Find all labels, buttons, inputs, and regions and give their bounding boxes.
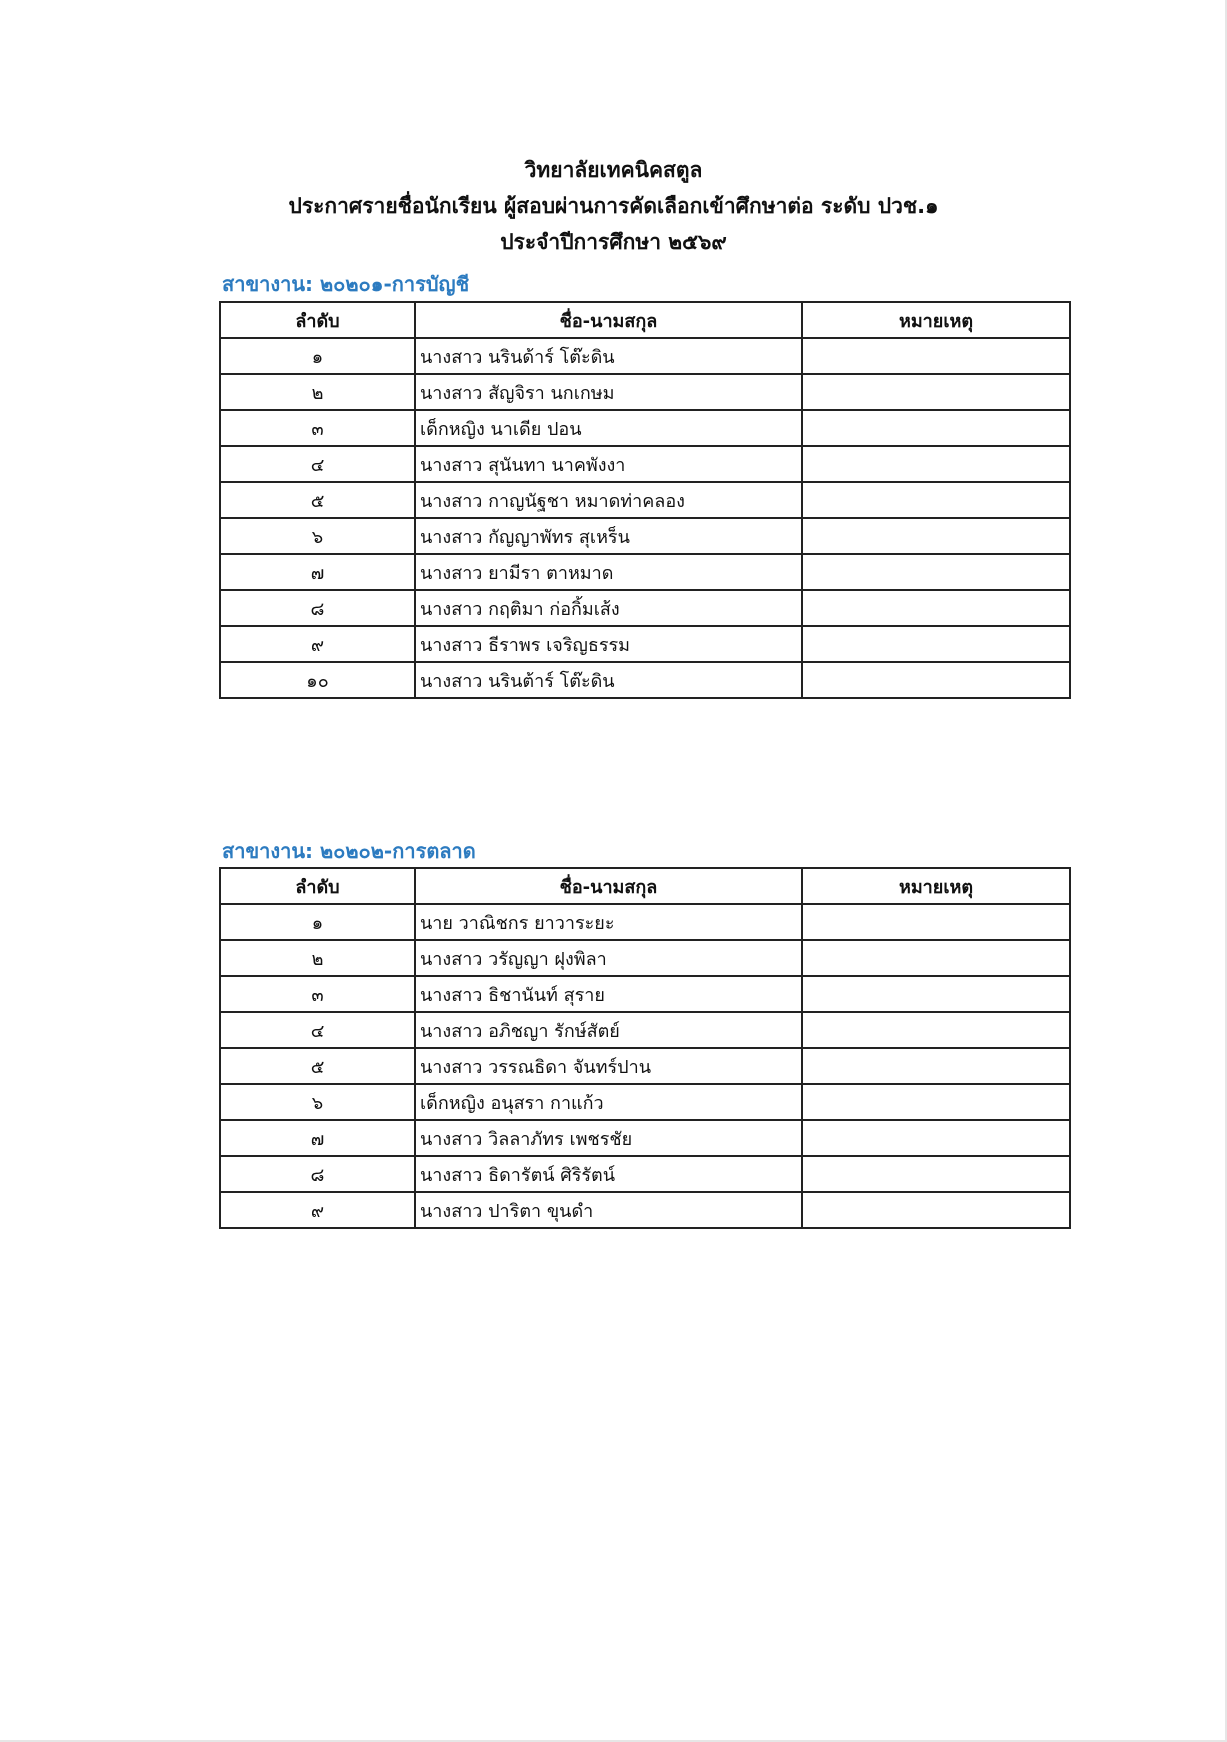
row-remark: [802, 976, 1070, 1012]
row-remark: [802, 518, 1070, 554]
section-label-marketing: สาขางาน: ๒๐๒๐๒-การตลาด: [222, 839, 476, 863]
student-name: นางสาว นรินต้าร์ โต๊ะดิน: [415, 662, 802, 698]
table-row: [220, 1156, 1070, 1192]
table-row: [220, 374, 1070, 410]
student-name: นางสาว อภิชญา รักษ์สัตย์: [415, 1012, 802, 1048]
student-name: นางสาว กฤติมา ก่อกิ้มเส้ง: [415, 590, 802, 626]
row-number: ๕: [220, 482, 415, 518]
document-header: [0, 152, 1227, 260]
table-row: [220, 554, 1070, 590]
column-header-remark: หมายเหตุ: [802, 868, 1070, 904]
row-remark: [802, 482, 1070, 518]
row-remark: [802, 338, 1070, 374]
row-number: ๖: [220, 1084, 415, 1120]
row-remark: [802, 410, 1070, 446]
row-remark: [802, 1120, 1070, 1156]
row-number: ๑๐: [220, 662, 415, 698]
college-name: วิทยาลัยเทคนิคสตูล: [524, 158, 703, 182]
row-number: ๑: [220, 338, 415, 374]
table-row: [220, 1192, 1070, 1228]
roster-table-marketing: [219, 867, 1071, 1229]
roster-table-accounting: [219, 301, 1071, 699]
table-row: [220, 626, 1070, 662]
table-row: [220, 1048, 1070, 1084]
row-number: ๖: [220, 518, 415, 554]
student-name: นางสาว วรัญญา ฝุงพิลา: [415, 940, 802, 976]
table-row: [220, 1120, 1070, 1156]
table-row: [220, 940, 1070, 976]
row-number: ๓: [220, 410, 415, 446]
row-number: ๔: [220, 446, 415, 482]
row-number: ๕: [220, 1048, 415, 1084]
row-number: ๘: [220, 1156, 415, 1192]
row-remark: [802, 1192, 1070, 1228]
student-name: นางสาว ธีราพร เจริญธรรม: [415, 626, 802, 662]
student-name: นางสาว สัญจิรา นกเกษม: [415, 374, 802, 410]
row-remark: [802, 940, 1070, 976]
row-number: ๗: [220, 1120, 415, 1156]
table-row: [220, 1012, 1070, 1048]
student-name: นางสาว กาญนัฐชา หมาดท่าคลอง: [415, 482, 802, 518]
table-row: [220, 338, 1070, 374]
row-remark: [802, 904, 1070, 940]
row-remark: [802, 554, 1070, 590]
student-name: เด็กหญิง นาเดีย ปอน: [415, 410, 802, 446]
row-remark: [802, 374, 1070, 410]
column-header-remark: หมายเหตุ: [802, 302, 1070, 338]
row-number: ๙: [220, 1192, 415, 1228]
column-header-order: ลำดับ: [220, 302, 415, 338]
student-name: นางสาว นรินด้าร์ โต๊ะดิน: [415, 338, 802, 374]
row-remark: [802, 1156, 1070, 1192]
column-header-name: ชื่อ-นามสกุล: [415, 302, 802, 338]
table-header-row: [220, 302, 1070, 338]
student-name: นางสาว ยามีรา ตาหมาด: [415, 554, 802, 590]
table-row: [220, 518, 1070, 554]
table-row: [220, 410, 1070, 446]
student-name: นางสาว สุนันทา นาคพังงา: [415, 446, 802, 482]
table-header-row: [220, 868, 1070, 904]
table-body: [220, 904, 1070, 1228]
column-header-order: ลำดับ: [220, 868, 415, 904]
student-name: นางสาว ธิชานันท์ สุราย: [415, 976, 802, 1012]
row-number: ๑: [220, 904, 415, 940]
announcement-title: ประกาศรายชื่อนักเรียน ผู้สอบผ่านการคัดเลือกเข้าศึกษาต่อ ระดับ ปวช.๑: [288, 194, 939, 218]
row-remark: [802, 590, 1070, 626]
row-number: ๒: [220, 374, 415, 410]
student-name: นาย วาณิชกร ยาวาระยะ: [415, 904, 802, 940]
student-name: เด็กหญิง อนุสรา กาแก้ว: [415, 1084, 802, 1120]
row-remark: [802, 1084, 1070, 1120]
table-body: [220, 338, 1070, 698]
row-number: ๒: [220, 940, 415, 976]
row-number: ๔: [220, 1012, 415, 1048]
table-row: [220, 976, 1070, 1012]
table-row: [220, 1084, 1070, 1120]
column-header-name: ชื่อ-นามสกุล: [415, 868, 802, 904]
student-name: นางสาว ธิดารัตน์ ศิริรัตน์: [415, 1156, 802, 1192]
section-label-accounting: สาขางาน: ๒๐๒๐๑-การบัญชี: [222, 272, 470, 296]
student-name: นางสาว วรรณธิดา จันทร์ปาน: [415, 1048, 802, 1084]
table-row: [220, 482, 1070, 518]
student-name: นางสาว วิลลาภัทร เพชรชัย: [415, 1120, 802, 1156]
student-name: นางสาว กัญญาพัทร สุเหร็น: [415, 518, 802, 554]
table-row: [220, 446, 1070, 482]
row-remark: [802, 446, 1070, 482]
row-number: ๗: [220, 554, 415, 590]
academic-year: ประจำปีการศึกษา ๒๕๖๙: [500, 230, 727, 254]
table-row: [220, 590, 1070, 626]
row-number: ๓: [220, 976, 415, 1012]
row-remark: [802, 1048, 1070, 1084]
student-name: นางสาว ปาริตา ขุนดำ: [415, 1192, 802, 1228]
table-row: [220, 904, 1070, 940]
row-remark: [802, 662, 1070, 698]
row-remark: [802, 626, 1070, 662]
row-number: ๘: [220, 590, 415, 626]
row-number: ๙: [220, 626, 415, 662]
row-remark: [802, 1012, 1070, 1048]
table-row: [220, 662, 1070, 698]
